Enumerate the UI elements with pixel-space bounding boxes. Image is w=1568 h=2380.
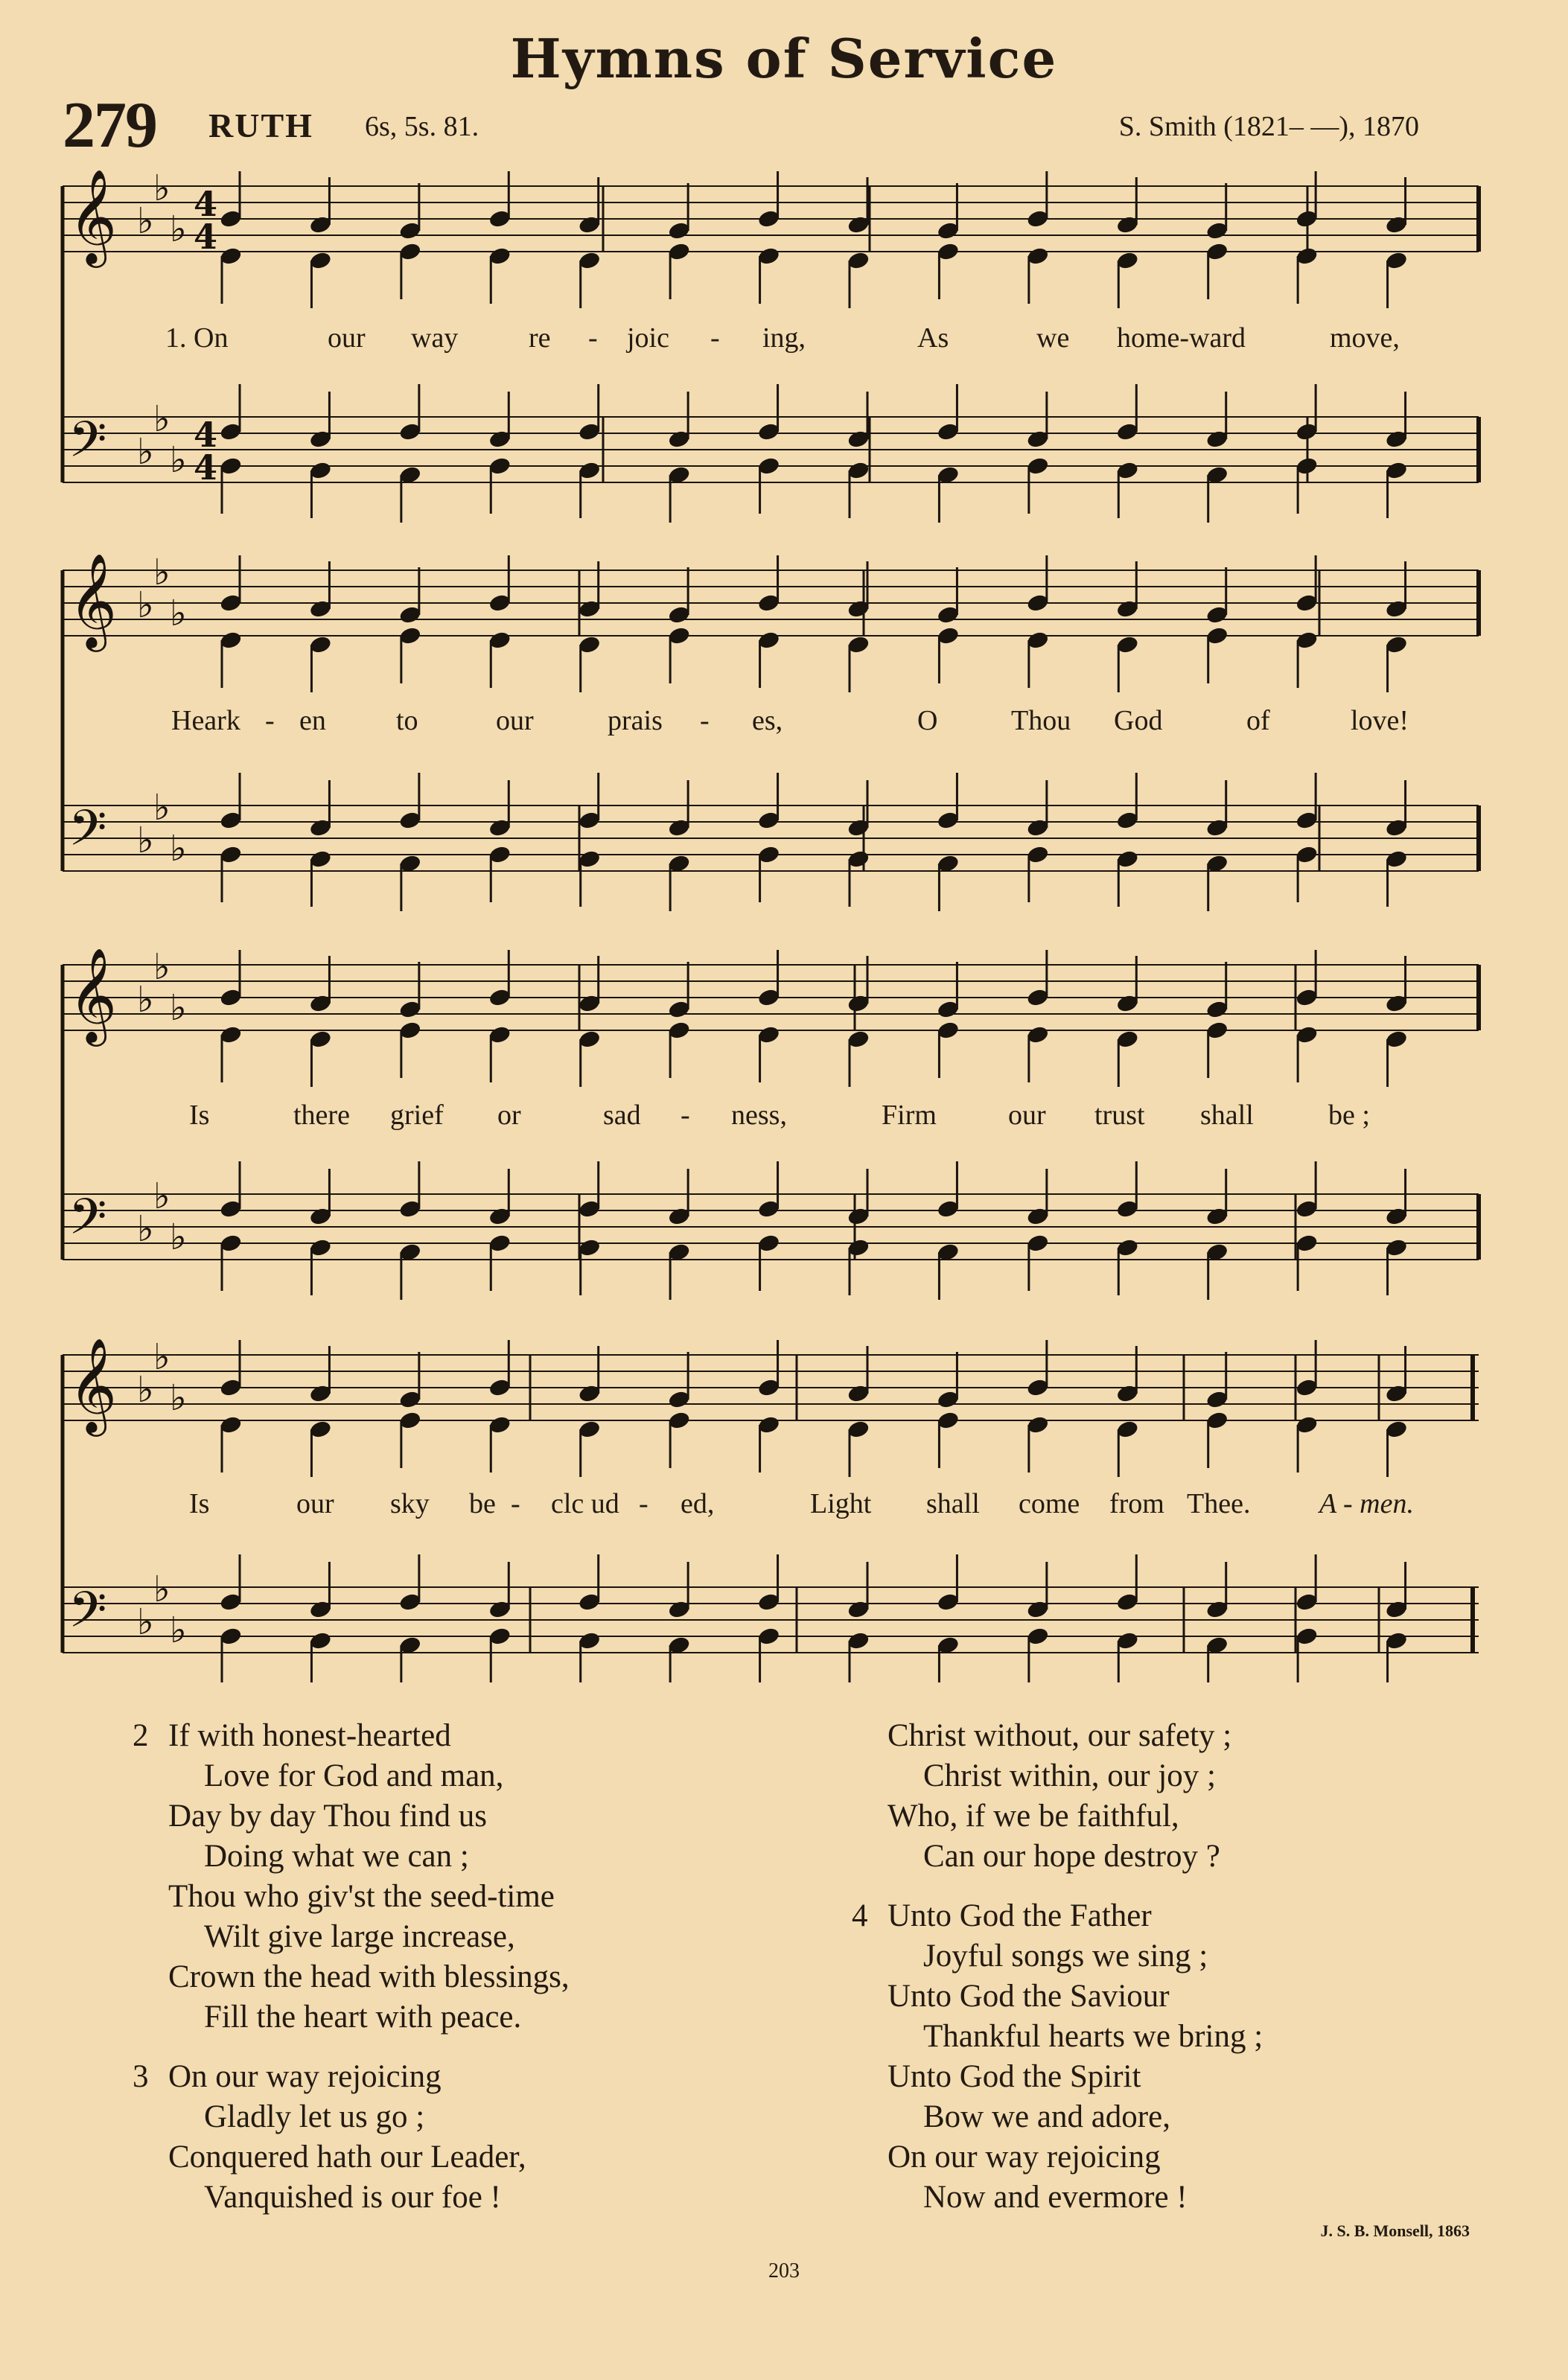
verses-right-column (852, 1716, 1263, 2237)
flat-icon: ♭ (153, 552, 170, 593)
lyric: es, (752, 705, 783, 736)
tune-name: RUTH (208, 106, 313, 144)
lyric: Thee. (1187, 1488, 1251, 1519)
flat-icon: ♭ (170, 1609, 187, 1651)
flat-icon: ♭ (137, 584, 154, 626)
verse-2 (133, 1716, 570, 2038)
lyric: - (588, 322, 598, 354)
flat-icon: ♭ (170, 828, 187, 870)
lyric: from (1109, 1488, 1164, 1519)
lyric-amen: A - men. (1319, 1488, 1414, 1519)
verse-line: Doing what we can ; (204, 1839, 469, 1874)
verse-line: Vanquished is our foe ! (204, 2180, 501, 2215)
text-author: J. S. B. Monsell, 1863 (1320, 2221, 1470, 2240)
lyric: our (1008, 1100, 1046, 1131)
bass-clef-icon: 𝄢 (68, 1581, 107, 1650)
flat-icon: ♭ (137, 820, 154, 861)
verse-line: Wilt give large increase, (204, 1919, 515, 1954)
lyric: - (710, 322, 720, 354)
flat-icon: ♭ (137, 1208, 154, 1250)
lyric: - (681, 1100, 690, 1131)
lyric: shall (926, 1488, 980, 1519)
lyric: joic (627, 322, 669, 354)
flat-icon: ♭ (153, 1336, 170, 1378)
lyric: way (411, 322, 459, 354)
verse-3-continued (887, 1716, 1263, 1877)
lyric: Is (189, 1488, 210, 1519)
lyric: or (497, 1100, 521, 1131)
bass-clef-icon: 𝄢 (68, 411, 107, 480)
verse-line: Thou who giv'st the seed-time (168, 1879, 555, 1914)
verse-line: Conquered hath our Leader, (168, 2140, 526, 2175)
lyric: - (700, 705, 710, 736)
flat-icon: ♭ (153, 168, 170, 209)
lyric: move, (1330, 322, 1400, 354)
verse-line: On our way rejoicing (887, 2140, 1161, 2175)
treble-clef-icon: 𝄞 (68, 552, 118, 648)
verse-line: Day by day Thou find us (168, 1799, 487, 1834)
flat-icon: ♭ (137, 1369, 154, 1411)
lyric: grief (390, 1100, 444, 1131)
flat-icon: ♭ (170, 1216, 187, 1258)
verse-line: Unto God the Spirit (887, 2059, 1141, 2094)
lyric: sad (603, 1100, 641, 1131)
lyric: we (1036, 322, 1070, 354)
flat-icon: ♭ (170, 208, 187, 250)
verses-left-column (133, 1716, 570, 2237)
verse-3 (133, 2057, 570, 2218)
lyric: shall (1200, 1100, 1254, 1131)
lyric: Heark (171, 705, 240, 736)
lyric: - (511, 1488, 520, 1519)
page-title: Hymns of Service (510, 27, 1058, 90)
flat-icon: ♭ (153, 946, 170, 988)
lyric: - (265, 705, 275, 736)
lyric: prais (608, 705, 663, 736)
verse-line: Fill the heart with peace. (204, 2000, 522, 2035)
verse-number: 4 (852, 1898, 868, 1933)
lyric: our (328, 322, 366, 354)
verse-number: 2 (133, 1718, 149, 1753)
verse-line: Crown the head with blessings, (168, 1959, 570, 1994)
verse-line: On our way rejoicing (168, 2059, 442, 2094)
flat-icon: ♭ (170, 593, 187, 634)
flat-icon: ♭ (153, 787, 170, 829)
lyric: home-ward (1117, 322, 1246, 354)
flat-icon: ♭ (170, 439, 187, 481)
verse-line: Christ without, our safety ; (887, 1718, 1232, 1753)
flat-icon: ♭ (137, 431, 154, 473)
verse-line: Unto God the Father (887, 1898, 1152, 1933)
lyric: - (639, 1488, 648, 1519)
flat-icon: ♭ (170, 987, 187, 1029)
lyric: sky (390, 1488, 430, 1519)
verse-line: Joyful songs we sing ; (923, 1939, 1208, 1974)
lyric: our (296, 1488, 334, 1519)
meter: 6s, 5s. 81. (365, 111, 479, 142)
flat-icon: ♭ (137, 200, 154, 242)
lyric: Firm (882, 1100, 937, 1131)
verse-line: Gladly let us go ; (204, 2099, 425, 2134)
verse-line: Who, if we be faithful, (887, 1799, 1179, 1834)
lyric: come (1019, 1488, 1080, 1519)
verse-line: Can our hope destroy ? (923, 1839, 1220, 1874)
lyric: Is (189, 1100, 210, 1131)
lyric: re (529, 322, 551, 354)
treble-clef-icon: 𝄞 (68, 947, 118, 1042)
time-signature: 4 (194, 415, 218, 455)
verse-4 (852, 1896, 1263, 2218)
lyric: to (396, 705, 418, 736)
verse-line: If with honest-hearted (168, 1718, 451, 1753)
bass-clef-icon: 𝄢 (68, 1188, 107, 1257)
treble-clef-icon: 𝄞 (68, 168, 118, 264)
lyric: Light (810, 1488, 872, 1519)
lyric: en (299, 705, 326, 736)
lyric: O (917, 705, 938, 736)
lyric: of (1246, 705, 1270, 736)
lyric: ed, (681, 1488, 715, 1519)
time-signature: 4 (194, 447, 218, 488)
verse-line: Now and evermore ! (923, 2180, 1188, 2215)
verse-line: Love for God and man, (204, 1758, 504, 1793)
lyric: As (917, 322, 949, 354)
flat-icon: ♭ (137, 979, 154, 1021)
lyric: Thou (1011, 705, 1071, 736)
flat-icon: ♭ (153, 398, 170, 440)
lyric: be (469, 1488, 496, 1519)
verse-line: Unto God the Saviour (887, 1979, 1170, 2014)
verse-line: Bow we and adore, (923, 2099, 1170, 2134)
lyric: ing, (762, 322, 806, 354)
verse-line: Christ within, our joy ; (923, 1758, 1216, 1793)
lyric: God (1114, 705, 1163, 736)
flat-icon: ♭ (153, 1175, 170, 1217)
verse-number: 3 (133, 2059, 149, 2094)
flat-icon: ♭ (170, 1377, 187, 1419)
verse-line: Thankful hearts we bring ; (923, 2019, 1263, 2054)
lyric: be ; (1328, 1100, 1370, 1131)
hymn-number: 279 (63, 89, 156, 162)
lyric: trust (1094, 1100, 1145, 1131)
flat-icon: ♭ (153, 1569, 170, 1610)
time-signature: 4 (194, 184, 218, 224)
time-signature: 4 (194, 217, 218, 257)
lyric: there (293, 1100, 350, 1131)
page-number: 203 (768, 2259, 800, 2282)
lyric: our (496, 705, 534, 736)
treble-clef-icon: 𝄞 (68, 1337, 118, 1432)
bass-clef-icon: 𝄢 (68, 800, 107, 869)
lyric: clc ud (551, 1488, 619, 1519)
lyric: ness, (731, 1100, 787, 1131)
composer: S. Smith (1821– —), 1870 (1118, 111, 1419, 142)
lyric: love! (1351, 705, 1409, 736)
lyric: 1. On (165, 322, 229, 354)
flat-icon: ♭ (137, 1601, 154, 1643)
